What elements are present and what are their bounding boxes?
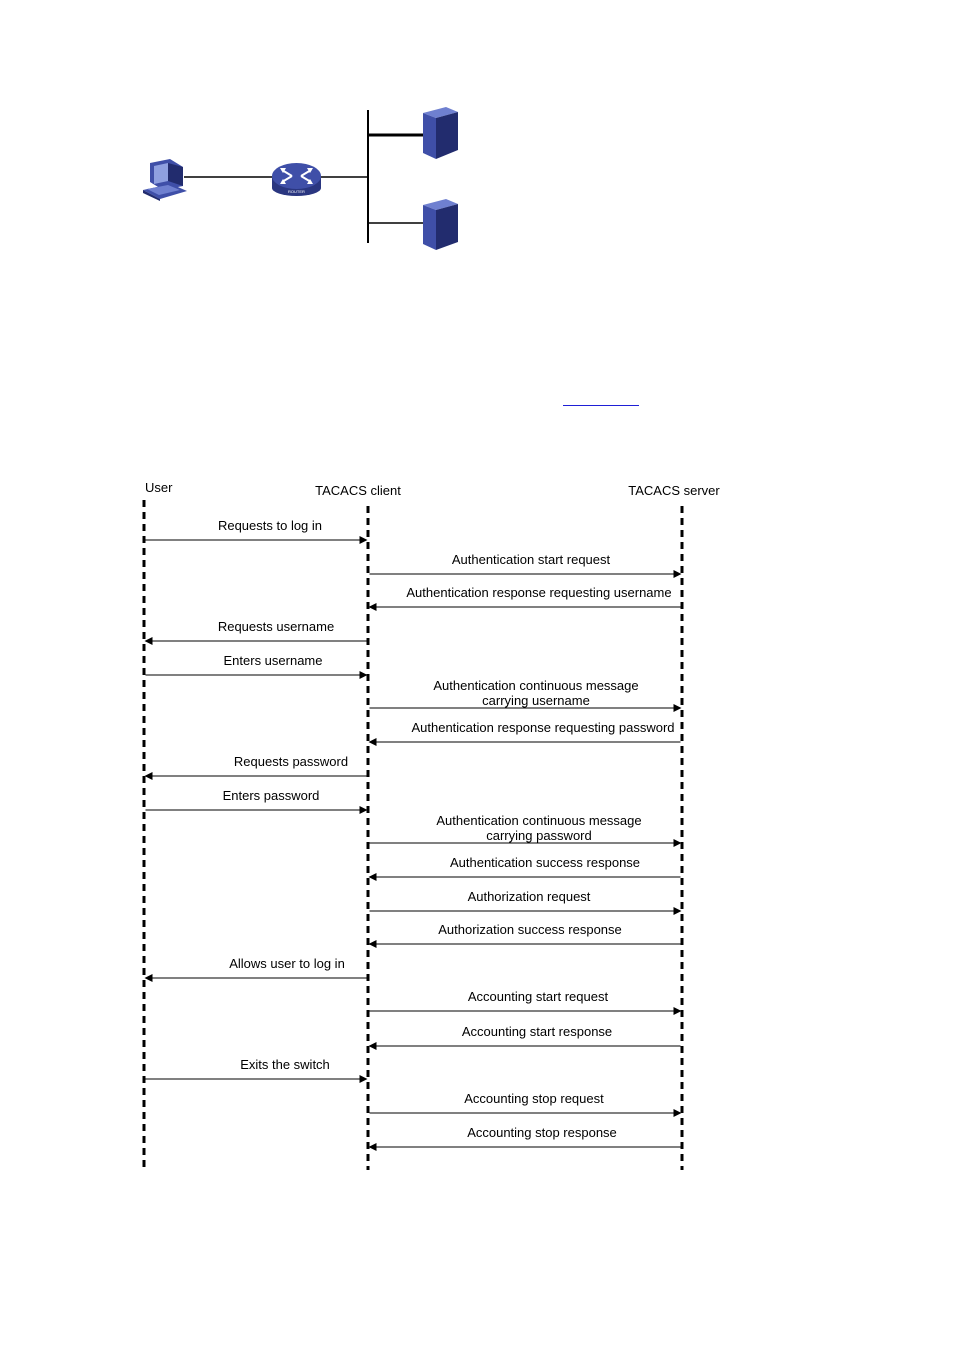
message-label: Authentication continuous message xyxy=(436,813,642,828)
message-label: Authentication response requesting password xyxy=(411,720,675,735)
message-label: Requests username xyxy=(217,619,335,634)
message-label: Accounting stop response xyxy=(467,1125,617,1140)
message-label: Enters username xyxy=(223,653,323,668)
message-label: Authorization success response xyxy=(438,922,622,937)
message-19 xyxy=(370,1125,681,1147)
message-17 xyxy=(146,1057,367,1079)
message-label: Authentication start request xyxy=(451,552,611,567)
message-11 xyxy=(370,855,681,877)
message-6 xyxy=(370,678,681,708)
message-label: Allows user to log in xyxy=(229,956,345,971)
message-13 xyxy=(370,922,681,944)
message-12 xyxy=(370,889,681,911)
message-7 xyxy=(370,720,681,742)
message-label: Exits the switch xyxy=(240,1057,330,1072)
message-14 xyxy=(146,956,367,978)
message-16 xyxy=(370,1024,681,1046)
message-label: Authentication response requesting username xyxy=(406,585,672,600)
message-label: Enters password xyxy=(222,788,320,803)
message-label: Accounting stop request xyxy=(464,1091,604,1106)
message-10 xyxy=(370,813,681,843)
participant-label-user: User xyxy=(145,480,173,495)
message-label: carrying username xyxy=(482,693,590,708)
message-4 xyxy=(146,619,367,641)
message-label: Accounting start response xyxy=(461,1024,613,1039)
message-label: carrying password xyxy=(486,828,592,843)
message-18 xyxy=(370,1091,681,1113)
participant-label-client: TACACS client xyxy=(315,483,401,498)
message-label: Authentication continuous message xyxy=(433,678,639,693)
message-label: Authorization request xyxy=(467,889,591,904)
router-label: ROUTER xyxy=(288,189,305,194)
message-label: Requests password xyxy=(233,754,349,769)
message-label: Authentication success response xyxy=(449,855,641,870)
message-2 xyxy=(370,552,681,574)
message-5 xyxy=(146,653,367,675)
message-3 xyxy=(370,585,681,607)
message-label: Accounting start request xyxy=(467,989,609,1004)
message-8 xyxy=(146,754,367,776)
message-15 xyxy=(370,989,681,1011)
participant-label-server: TACACS server xyxy=(628,483,720,498)
message-9 xyxy=(146,788,367,810)
message-1 xyxy=(146,518,367,540)
message-label: Requests to log in xyxy=(217,518,323,533)
